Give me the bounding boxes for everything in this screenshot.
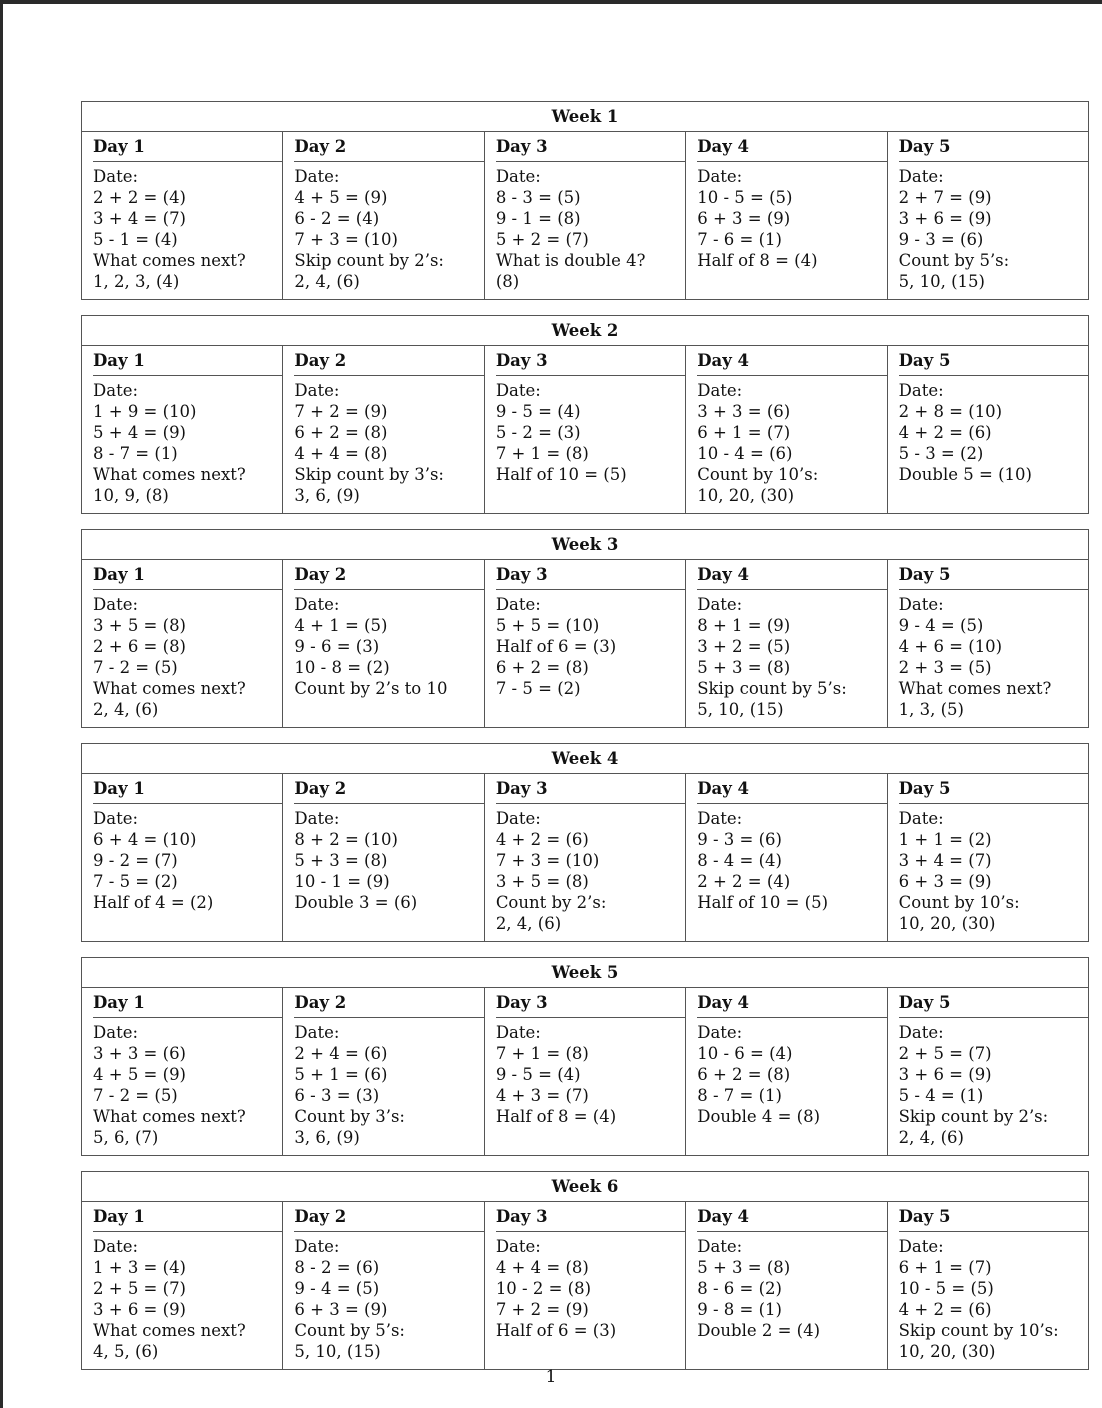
problem-line: 7 - 5 = (2) [93, 872, 178, 891]
problem-line: 9 - 1 = (8) [495, 209, 581, 228]
page-left-border [0, 0, 3, 1408]
problem-line: Half of 4 = (2) [93, 893, 214, 912]
problem-line: What comes next? [93, 679, 246, 698]
problem-line: 4 + 3 = (7) [495, 1086, 589, 1105]
problem-line: 9 - 6 = (3) [294, 637, 380, 656]
problem-line: 1 + 9 = (10) [93, 402, 197, 421]
problem-line: 4 + 2 = (6) [898, 423, 992, 442]
problem-line: 5 + 3 = (8) [697, 658, 791, 677]
day-column [82, 560, 283, 727]
date-label: Date: [495, 1023, 541, 1042]
problem-line: 9 - 4 = (5) [898, 616, 984, 635]
week-table [81, 315, 1089, 514]
problem-line: 2 + 3 = (5) [898, 658, 992, 677]
day-label: Day 3 [496, 988, 685, 1018]
date-label: Date: [93, 809, 139, 828]
day-columns [82, 1202, 1088, 1369]
day-label: Day 1 [93, 988, 282, 1018]
day-label: Day 1 [93, 132, 282, 162]
problem-line: 10 - 8 = (2) [294, 658, 390, 677]
problem-line: What is double 4? [495, 251, 646, 270]
date-label: Date: [495, 809, 541, 828]
problem-line: 6 + 3 = (9) [294, 1300, 388, 1319]
day-problems [496, 1232, 685, 1369]
day-columns [82, 988, 1088, 1155]
problem-line: 3 + 5 = (8) [93, 616, 186, 635]
problem-line: 4 + 6 = (10) [898, 637, 1003, 656]
day-column [283, 132, 484, 299]
day-label: Day 4 [697, 560, 886, 590]
problem-line: 5 + 3 = (8) [294, 851, 388, 870]
problem-line: 5 - 2 = (3) [495, 423, 581, 442]
problem-line: 8 - 4 = (4) [697, 851, 782, 870]
problem-line: 5 + 1 = (6) [294, 1065, 388, 1084]
problem-line: 10 - 4 = (6) [697, 444, 793, 463]
day-problems [697, 1232, 886, 1369]
problem-line: 10, 20, (30) [898, 1342, 996, 1361]
problem-line: 5 + 4 = (9) [93, 423, 186, 442]
day-problems [697, 590, 886, 727]
week-table [81, 1171, 1089, 1370]
problem-line: 1, 2, 3, (4) [93, 272, 180, 291]
day-problems [496, 162, 685, 299]
problem-line: 1 + 3 = (4) [93, 1258, 186, 1277]
week-title: Week 1 [82, 102, 1088, 132]
date-label: Date: [898, 167, 944, 186]
date-label: Date: [93, 167, 139, 186]
problem-line: Skip count by 2’s: [294, 251, 444, 270]
day-column [82, 132, 283, 299]
problem-line: Double 3 = (6) [294, 893, 418, 912]
week-table [81, 101, 1089, 300]
problem-line: 9 - 4 = (5) [294, 1279, 380, 1298]
day-label: Day 5 [899, 560, 1088, 590]
problem-line: Count by 10’s: [898, 893, 1020, 912]
problem-line: 8 + 1 = (9) [697, 616, 791, 635]
date-label: Date: [697, 381, 743, 400]
day-column [485, 774, 686, 941]
day-problems [93, 376, 282, 513]
day-problems [496, 1018, 685, 1155]
problem-line: 3 + 3 = (6) [93, 1044, 186, 1063]
day-problems [697, 376, 886, 513]
problem-line: 2 + 2 = (4) [697, 872, 791, 891]
problem-line: 10 - 5 = (5) [898, 1279, 994, 1298]
problem-line: 6 + 3 = (9) [697, 209, 791, 228]
day-problems [496, 804, 685, 941]
day-column [888, 132, 1088, 299]
day-column [686, 132, 887, 299]
problem-line: 5 + 2 = (7) [495, 230, 589, 249]
day-problems [93, 1232, 282, 1369]
problem-line: 3 + 4 = (7) [898, 851, 992, 870]
day-label: Day 4 [697, 774, 886, 804]
problem-line: 4 + 2 = (6) [495, 830, 589, 849]
day-label: Day 3 [496, 1202, 685, 1232]
day-problems [496, 376, 685, 513]
problem-line: Half of 8 = (4) [697, 251, 818, 270]
day-label: Day 3 [496, 132, 685, 162]
problem-line: 7 - 2 = (5) [93, 1086, 178, 1105]
problem-line: 5, 6, (7) [93, 1128, 159, 1147]
problem-line: Double 2 = (4) [697, 1321, 821, 1340]
week-table [81, 529, 1089, 728]
day-label: Day 4 [697, 132, 886, 162]
day-label: Day 4 [697, 1202, 886, 1232]
problem-line: 6 + 3 = (9) [898, 872, 992, 891]
problem-line: 4 + 4 = (8) [294, 444, 388, 463]
day-column [888, 988, 1088, 1155]
problem-line: 6 - 2 = (4) [294, 209, 380, 228]
problem-line: 3, 6, (9) [294, 1128, 360, 1147]
day-label: Day 2 [294, 774, 483, 804]
day-label: Day 1 [93, 774, 282, 804]
problem-line: 4 + 4 = (8) [495, 1258, 589, 1277]
problem-line: 2 + 5 = (7) [93, 1279, 186, 1298]
problem-line: 4 + 2 = (6) [898, 1300, 992, 1319]
problem-line: What comes next? [93, 1107, 246, 1126]
problem-line: 3 + 2 = (5) [697, 637, 791, 656]
problem-line: 6 + 4 = (10) [93, 830, 197, 849]
day-label: Day 2 [294, 346, 483, 376]
problem-line: 10 - 5 = (5) [697, 188, 793, 207]
problem-line: Half of 6 = (3) [495, 637, 617, 656]
day-problems [294, 804, 483, 941]
day-columns [82, 132, 1088, 299]
day-problems [294, 162, 483, 299]
date-label: Date: [898, 1023, 944, 1042]
problem-line: Double 4 = (8) [697, 1107, 821, 1126]
problem-line: 8 - 7 = (1) [93, 444, 178, 463]
problem-line: What comes next? [93, 465, 246, 484]
day-column [485, 132, 686, 299]
day-label: Day 2 [294, 988, 483, 1018]
day-column [283, 774, 484, 941]
page-top-border [0, 0, 1102, 4]
problem-line: Skip count by 2’s: [898, 1107, 1049, 1126]
date-label: Date: [93, 381, 139, 400]
day-label: Day 4 [697, 988, 886, 1018]
day-problems [899, 162, 1088, 299]
day-label: Day 1 [93, 346, 282, 376]
week-title: Week 2 [82, 316, 1088, 346]
day-label: Day 3 [496, 774, 685, 804]
problem-line: 5 + 5 = (10) [495, 616, 600, 635]
date-label: Date: [294, 167, 340, 186]
problem-line: 6 + 1 = (7) [697, 423, 791, 442]
day-label: Day 5 [899, 346, 1088, 376]
day-column [888, 560, 1088, 727]
problem-line: What comes next? [93, 251, 246, 270]
problem-line: What comes next? [898, 679, 1052, 698]
problem-line: Half of 8 = (4) [495, 1107, 617, 1126]
day-column [82, 988, 283, 1155]
day-column [888, 774, 1088, 941]
problem-line: 9 - 5 = (4) [495, 1065, 581, 1084]
date-label: Date: [495, 595, 541, 614]
problem-line: Count by 3’s: [294, 1107, 405, 1126]
problem-line: 5, 10, (15) [294, 1342, 381, 1361]
problem-line: 10 - 2 = (8) [495, 1279, 592, 1298]
day-problems [496, 590, 685, 727]
problem-line: 10 - 6 = (4) [697, 1044, 793, 1063]
date-label: Date: [898, 1237, 944, 1256]
problem-line: 3 + 6 = (9) [93, 1300, 186, 1319]
problem-line: 7 + 3 = (10) [495, 851, 600, 870]
day-problems [899, 376, 1088, 513]
problem-line: 3 + 6 = (9) [898, 209, 992, 228]
problem-line: Count by 5’s: [898, 251, 1010, 270]
problem-line: 6 - 3 = (3) [294, 1086, 380, 1105]
problem-line: 9 - 3 = (6) [898, 230, 984, 249]
problem-line: 1, 3, (5) [898, 700, 964, 719]
day-column [283, 346, 484, 513]
day-column [888, 1202, 1088, 1369]
problem-line: 4 + 5 = (9) [93, 1065, 186, 1084]
problem-line: 4, 5, (6) [93, 1342, 159, 1361]
problem-line: 6 + 1 = (7) [898, 1258, 992, 1277]
date-label: Date: [697, 595, 743, 614]
day-problems [294, 376, 483, 513]
problem-line: 10 - 1 = (9) [294, 872, 390, 891]
date-label: Date: [495, 381, 541, 400]
day-columns [82, 774, 1088, 941]
problem-line: 8 + 2 = (10) [294, 830, 398, 849]
day-label: Day 1 [93, 560, 282, 590]
date-label: Date: [898, 809, 944, 828]
page-number: 1 [545, 1367, 557, 1387]
day-label: Day 3 [496, 346, 685, 376]
day-label: Day 5 [899, 132, 1088, 162]
problem-line: 2 + 7 = (9) [898, 188, 992, 207]
problem-line: 2 + 4 = (6) [294, 1044, 388, 1063]
date-label: Date: [294, 595, 340, 614]
problem-line: 9 - 8 = (1) [697, 1300, 782, 1319]
problem-line: 2, 4, (6) [495, 914, 562, 933]
problem-line: (8) [495, 272, 520, 291]
problem-line: 8 - 7 = (1) [697, 1086, 782, 1105]
problem-line: 2 + 8 = (10) [898, 402, 1003, 421]
date-label: Date: [697, 167, 743, 186]
day-column [485, 560, 686, 727]
problem-line: 5 - 3 = (2) [898, 444, 984, 463]
problem-line: 1 + 1 = (2) [898, 830, 992, 849]
date-label: Date: [697, 1023, 743, 1042]
problem-line: 9 - 5 = (4) [495, 402, 581, 421]
day-problems [697, 162, 886, 299]
day-problems [93, 1018, 282, 1155]
problem-line: 9 - 2 = (7) [93, 851, 178, 870]
day-label: Day 5 [899, 988, 1088, 1018]
problem-line: 7 + 1 = (8) [495, 444, 589, 463]
problem-line: 5, 10, (15) [898, 272, 985, 291]
problem-line: 9 - 3 = (6) [697, 830, 782, 849]
problem-line: Double 5 = (10) [898, 465, 1032, 484]
day-column [283, 988, 484, 1155]
day-problems [93, 804, 282, 941]
problem-line: 7 + 3 = (10) [294, 230, 398, 249]
date-label: Date: [294, 381, 340, 400]
problem-line: 10, 9, (8) [93, 486, 169, 505]
problem-line: 3, 6, (9) [294, 486, 360, 505]
problem-line: 8 - 6 = (2) [697, 1279, 782, 1298]
problem-line: 10, 20, (30) [697, 486, 795, 505]
problem-line: 2, 4, (6) [93, 700, 159, 719]
problem-line: Skip count by 3’s: [294, 465, 444, 484]
date-label: Date: [898, 381, 944, 400]
weekly-tables [81, 101, 1089, 1385]
date-label: Date: [495, 1237, 541, 1256]
week-title: Week 3 [82, 530, 1088, 560]
problem-line: 7 + 1 = (8) [495, 1044, 589, 1063]
day-problems [899, 590, 1088, 727]
day-column [686, 560, 887, 727]
problem-line: 6 + 2 = (8) [294, 423, 388, 442]
day-column [686, 988, 887, 1155]
problem-line: 2, 4, (6) [898, 1128, 964, 1147]
problem-line: Skip count by 5’s: [697, 679, 847, 698]
week-table [81, 743, 1089, 942]
day-column [686, 774, 887, 941]
problem-line: 2 + 5 = (7) [898, 1044, 992, 1063]
problem-line: Count by 10’s: [697, 465, 819, 484]
date-label: Date: [93, 1023, 139, 1042]
day-columns [82, 346, 1088, 513]
day-label: Day 2 [294, 132, 483, 162]
problem-line: 3 + 6 = (9) [898, 1065, 992, 1084]
problem-line: 10, 20, (30) [898, 914, 996, 933]
day-column [686, 346, 887, 513]
date-label: Date: [294, 1237, 340, 1256]
problem-line: 8 - 3 = (5) [495, 188, 581, 207]
problem-line: 3 + 5 = (8) [495, 872, 589, 891]
problem-line: Half of 10 = (5) [495, 465, 627, 484]
day-label: Day 1 [93, 1202, 282, 1232]
day-label: Day 3 [496, 560, 685, 590]
week-title: Week 4 [82, 744, 1088, 774]
date-label: Date: [294, 809, 340, 828]
day-problems [697, 1018, 886, 1155]
date-label: Date: [697, 809, 743, 828]
day-column [283, 1202, 484, 1369]
problem-line: 6 + 2 = (8) [495, 658, 589, 677]
problem-line: 4 + 1 = (5) [294, 616, 388, 635]
day-label: Day 2 [294, 1202, 483, 1232]
date-label: Date: [898, 595, 944, 614]
day-column [82, 346, 283, 513]
date-label: Date: [495, 167, 541, 186]
day-label: Day 5 [899, 774, 1088, 804]
problem-line: 7 - 6 = (1) [697, 230, 782, 249]
problem-line: 2, 4, (6) [294, 272, 360, 291]
day-columns [82, 560, 1088, 727]
day-problems [93, 590, 282, 727]
date-label: Date: [697, 1237, 743, 1256]
week-table [81, 957, 1089, 1156]
day-label: Day 5 [899, 1202, 1088, 1232]
problem-line: What comes next? [93, 1321, 246, 1340]
problem-line: Half of 6 = (3) [495, 1321, 617, 1340]
day-problems [899, 1018, 1088, 1155]
problem-line: Count by 2’s to 10 [294, 679, 448, 698]
date-label: Date: [294, 1023, 340, 1042]
problem-line: 5, 10, (15) [697, 700, 784, 719]
day-column [485, 1202, 686, 1369]
problem-line: 3 + 4 = (7) [93, 209, 186, 228]
problem-line: 7 - 5 = (2) [495, 679, 581, 698]
problem-line: 2 + 6 = (8) [93, 637, 186, 656]
day-column [485, 988, 686, 1155]
day-problems [899, 1232, 1088, 1369]
day-problems [93, 162, 282, 299]
day-column [888, 346, 1088, 513]
date-label: Date: [93, 1237, 139, 1256]
day-problems [697, 804, 886, 941]
problem-line: Count by 2’s: [495, 893, 607, 912]
week-title: Week 5 [82, 958, 1088, 988]
problem-line: 5 - 4 = (1) [898, 1086, 984, 1105]
problem-line: 4 + 5 = (9) [294, 188, 388, 207]
week-title: Week 6 [82, 1172, 1088, 1202]
problem-line: 7 + 2 = (9) [294, 402, 388, 421]
day-label: Day 4 [697, 346, 886, 376]
problem-line: Skip count by 10’s: [898, 1321, 1059, 1340]
date-label: Date: [93, 595, 139, 614]
day-problems [294, 590, 483, 727]
day-column [686, 1202, 887, 1369]
problem-line: 5 - 1 = (4) [93, 230, 178, 249]
day-problems [294, 1018, 483, 1155]
day-label: Day 2 [294, 560, 483, 590]
day-problems [899, 804, 1088, 941]
problem-line: 3 + 3 = (6) [697, 402, 791, 421]
problem-line: 6 + 2 = (8) [697, 1065, 791, 1084]
problem-line: 5 + 3 = (8) [697, 1258, 791, 1277]
problem-line: Count by 5’s: [294, 1321, 405, 1340]
problem-line: 8 - 2 = (6) [294, 1258, 380, 1277]
day-column [485, 346, 686, 513]
problem-line: 2 + 2 = (4) [93, 188, 186, 207]
problem-line: 7 - 2 = (5) [93, 658, 178, 677]
day-column [82, 774, 283, 941]
problem-line: Half of 10 = (5) [697, 893, 829, 912]
day-problems [294, 1232, 483, 1369]
day-column [283, 560, 484, 727]
day-column [82, 1202, 283, 1369]
problem-line: 7 + 2 = (9) [495, 1300, 589, 1319]
